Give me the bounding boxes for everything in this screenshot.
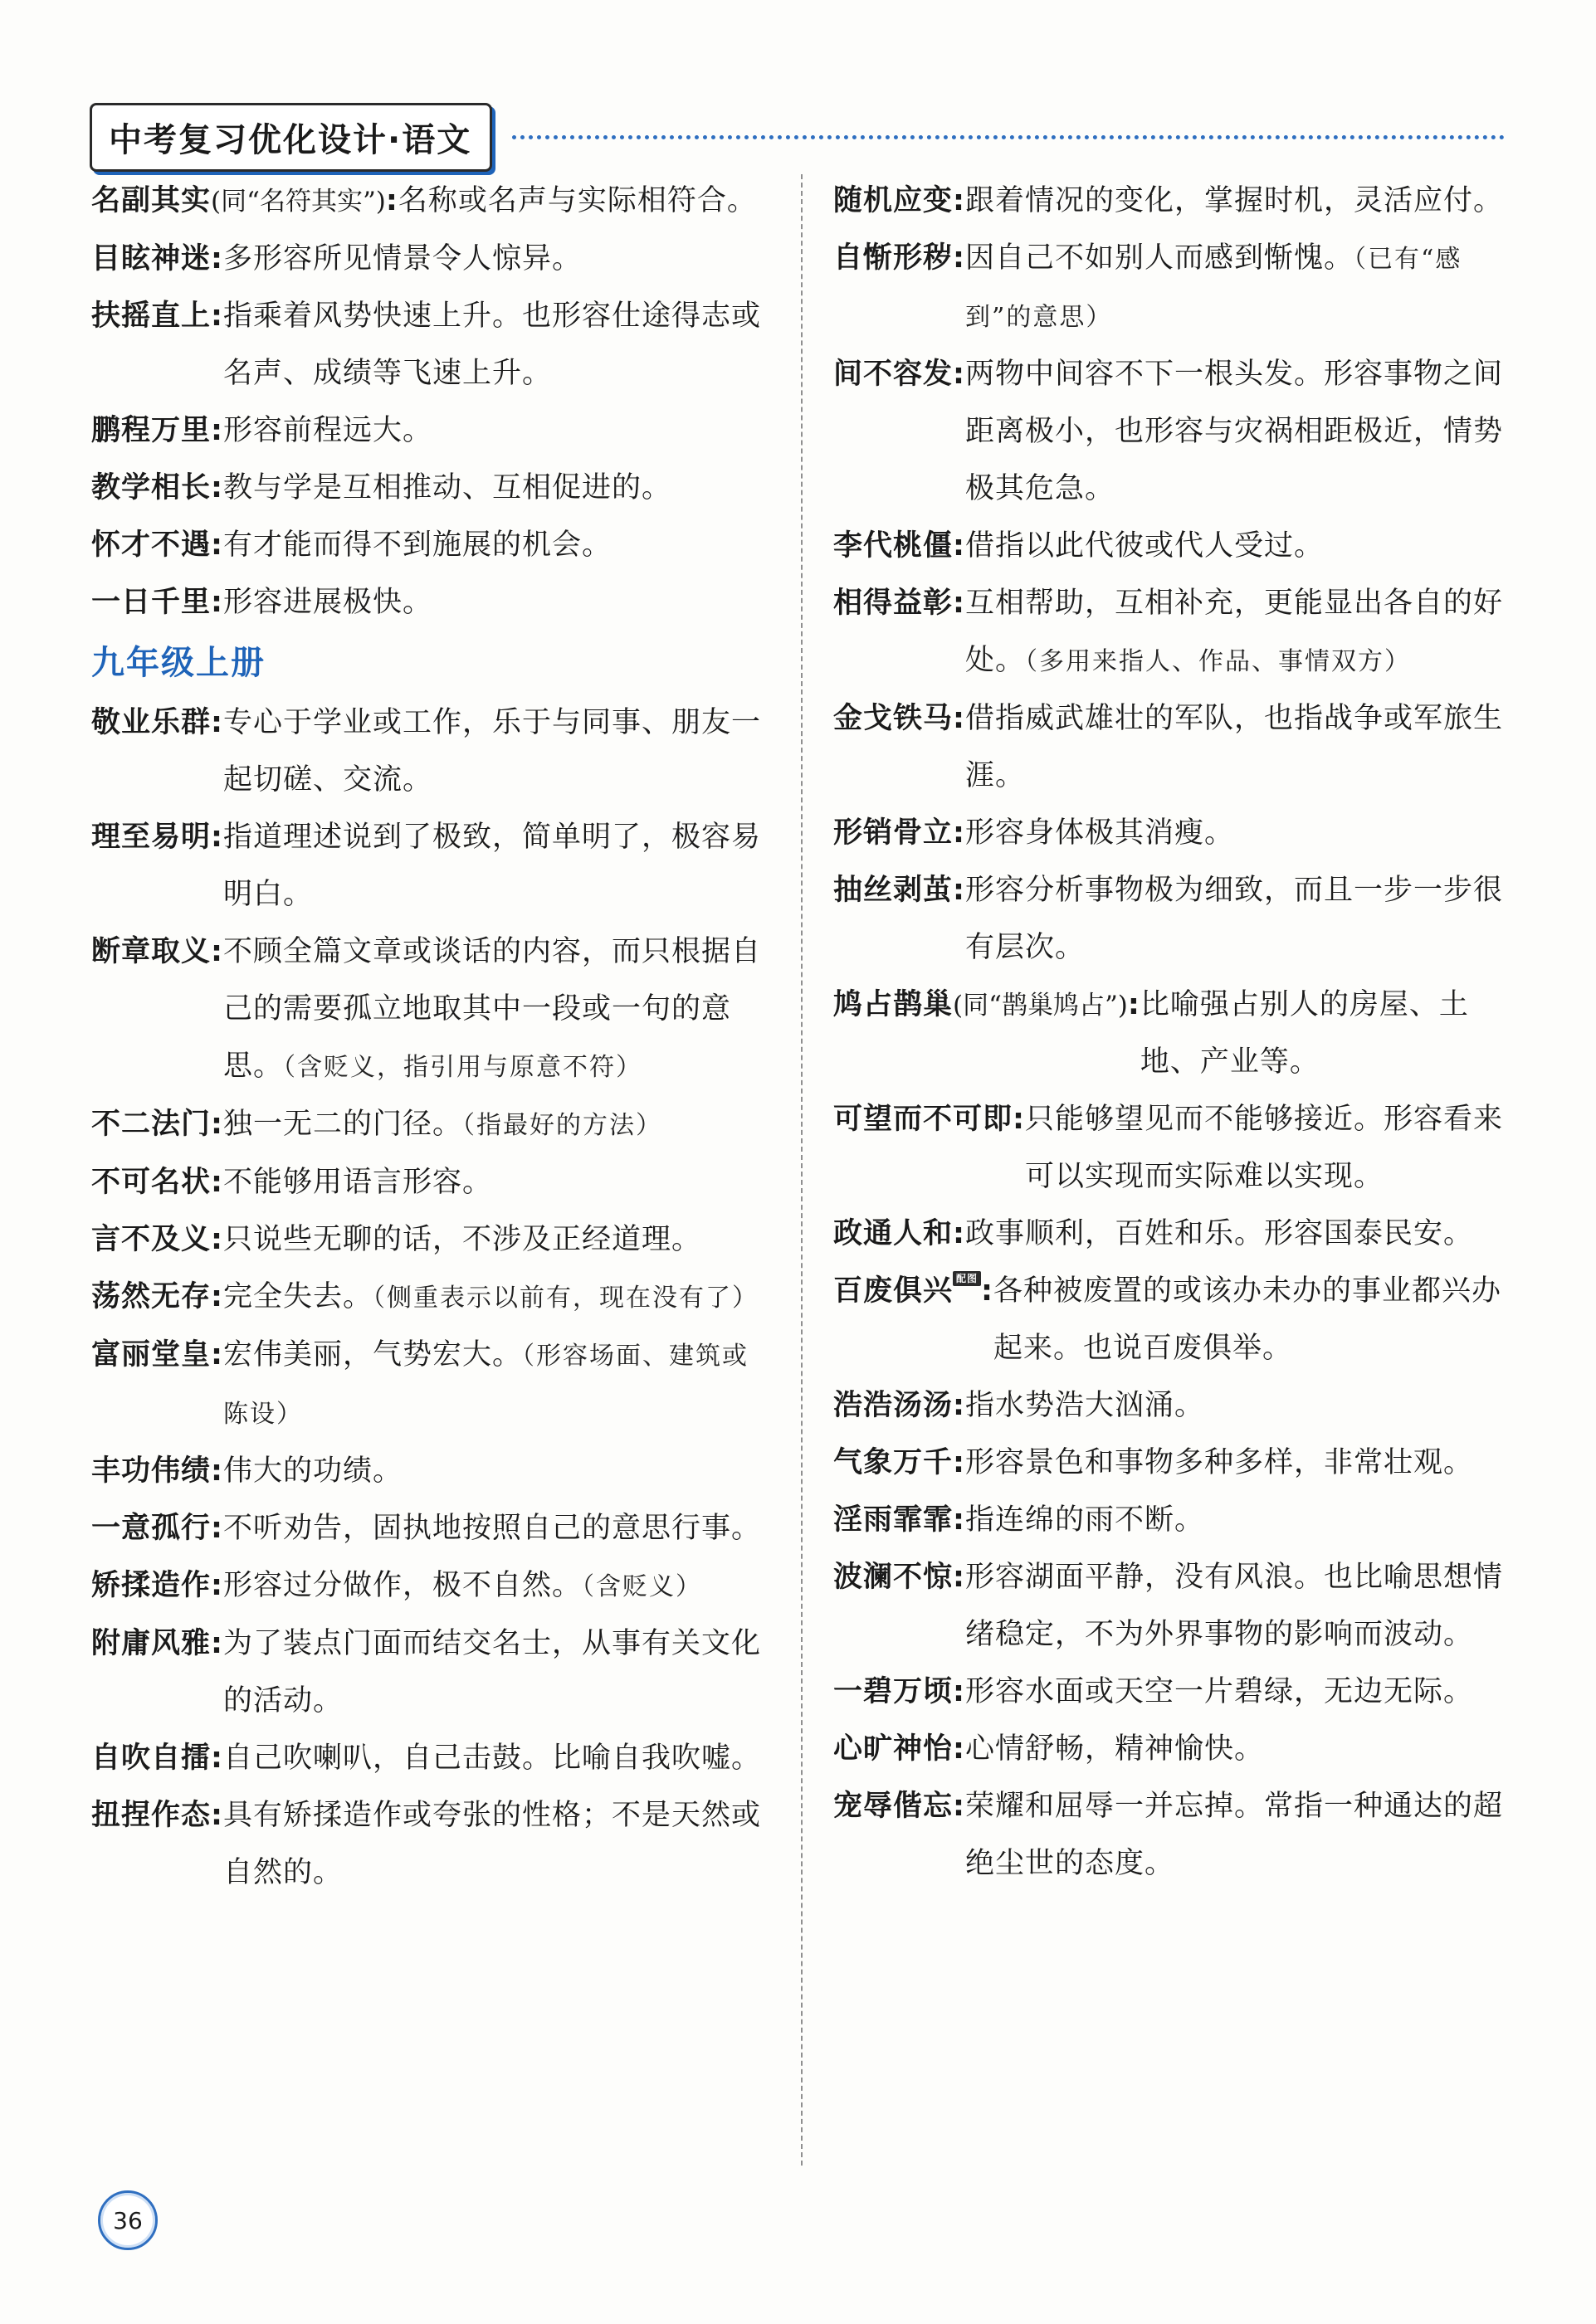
colon-separator: : (953, 587, 966, 620)
idiom-definition-text: 两物中间容不下一根头发。形容事物之间距离极小，也形容与灾祸相距极近，情势极其危急。 (965, 358, 1504, 505)
colon-separator: : (953, 241, 966, 275)
idiom-definition-text: 比喻强占别人的房屋、土地、产业等。 (1140, 988, 1469, 1079)
idiom-term (833, 518, 965, 575)
idiom-term (833, 805, 965, 862)
idiom-definition-text: 形容过分做作，极不自然。 (223, 1569, 583, 1602)
idiom-term-text: 丰功伟绩 (91, 1454, 212, 1488)
idiom-entry (91, 1327, 768, 1443)
idiom-term (833, 1091, 1025, 1148)
idiom-term (833, 1263, 993, 1320)
colon-separator: : (953, 874, 966, 907)
idiom-definition-text: 指道理述说到了极致，简单明了，极容易明白。 (223, 821, 762, 911)
idiom-term-note: (同“名符其实”) (211, 187, 386, 217)
colon-separator: : (211, 1799, 224, 1832)
idiom-definition (965, 1778, 1510, 1893)
book-title: 中考复习优化设计·语文 (90, 103, 492, 172)
idiom-definition (223, 288, 768, 402)
idiom-definition-text: 不能够用语言形容。 (223, 1166, 493, 1199)
idiom-definition (965, 1492, 1510, 1549)
colon-separator: : (953, 1675, 966, 1708)
idiom-term-text: 自吹自擂 (91, 1742, 212, 1775)
idiom-definition-text: 具有矫揉造作或夸张的性格；不是天然或自然的。 (223, 1799, 762, 1889)
idiom-term-text: 相得益彰 (833, 587, 954, 620)
idiom-definition (965, 575, 1510, 690)
idiom-definition (965, 1721, 1510, 1778)
idiom-definition (223, 809, 768, 923)
idiom-entry (833, 230, 1510, 346)
idiom-entry (91, 1154, 768, 1211)
colon-separator: : (953, 529, 966, 563)
idiom-definition-text: 独一无二的门径。 (223, 1108, 463, 1141)
idiom-definition-text: 形容湖面平静，没有风浪。也比喻思想情绪稳定，不为外界事物的影响而波动。 (965, 1561, 1504, 1651)
idiom-term (91, 288, 223, 345)
usage-note: （形容场面、建筑或陈设） (223, 1342, 749, 1429)
idiom-entry (91, 923, 768, 1096)
idiom-definition (223, 1327, 768, 1443)
idiom-term-text: 波澜不惊 (833, 1561, 954, 1594)
idiom-definition (965, 1549, 1510, 1664)
idiom-definition-text: 指乘着风势快速上升。也形容仕途得志或名声、成绩等飞速上升。 (223, 300, 762, 390)
idiom-entry (833, 1377, 1510, 1435)
idiom-term (833, 1664, 965, 1721)
idiom-entry (833, 1091, 1510, 1206)
idiom-term (91, 1787, 223, 1844)
idiom-definition-text: 形容景色和事物多种多样，非常壮观。 (965, 1446, 1474, 1479)
idiom-term-text: 扶摇直上 (91, 300, 212, 333)
colon-separator: : (953, 816, 966, 850)
idiom-entry (91, 1787, 768, 1902)
idiom-term-text: 随机应变 (833, 184, 954, 217)
idiom-term-text: 扭捏作态 (91, 1799, 212, 1832)
idiom-term-text: 自惭形秽 (833, 241, 954, 275)
idiom-term-text: 一日千里 (91, 586, 212, 619)
colon-separator: : (211, 706, 224, 739)
idiom-entry (833, 1721, 1510, 1778)
idiom-definition (223, 1096, 768, 1154)
colon-separator: : (953, 1503, 966, 1537)
idiom-term-text: 言不及义 (91, 1223, 212, 1256)
colon-separator: : (211, 242, 224, 275)
idiom-definition (223, 1730, 768, 1787)
colon-separator: : (981, 1274, 994, 1308)
idiom-term-text: 鸠占鹊巢 (833, 988, 954, 1021)
colon-separator: : (211, 1280, 224, 1313)
usage-note: （指最好的方法） (462, 1111, 663, 1140)
idiom-definition-text: 借指以此代彼或代人受过。 (965, 529, 1325, 563)
idiom-term-text: 名副其实 (91, 184, 212, 217)
idiom-term (91, 1557, 223, 1615)
idiom-definition (965, 805, 1510, 862)
colon-separator: : (211, 300, 224, 333)
idiom-term-text: 敬业乐群 (91, 706, 212, 739)
idiom-term (91, 460, 223, 517)
idiom-term-text: 百废俱兴 (833, 1274, 954, 1308)
idiom-term (91, 1154, 223, 1211)
idiom-term (91, 1269, 223, 1326)
colon-separator: : (211, 1742, 224, 1775)
idiom-term-text: 鹏程万里 (91, 414, 212, 447)
idiom-term (91, 574, 223, 631)
idiom-term (91, 809, 223, 866)
idiom-term-text: 附庸风雅 (91, 1627, 212, 1660)
idiom-entry (91, 809, 768, 923)
idiom-entry (833, 690, 1510, 805)
idiom-term (833, 690, 965, 748)
idiom-term-text: 目眩神迷 (91, 242, 212, 275)
idiom-definition (965, 690, 1510, 805)
colon-separator: : (211, 586, 224, 619)
idiom-definition (223, 1557, 768, 1615)
idiom-term (91, 1327, 223, 1384)
idiom-definition (223, 694, 768, 809)
idiom-definition-text: 不听劝告，固执地按照自己的意思行事。 (223, 1512, 762, 1545)
idiom-term (833, 1206, 965, 1263)
colon-separator: : (211, 1512, 224, 1545)
colon-separator: : (211, 1338, 224, 1372)
idiom-term (833, 862, 965, 919)
idiom-term-text: 教学相长 (91, 471, 212, 504)
idiom-definition-text: 形容身体极其消瘦。 (965, 816, 1235, 850)
idiom-entry (91, 460, 768, 517)
idiom-term (91, 1211, 223, 1269)
idiom-entry (833, 173, 1510, 230)
idiom-term-text: 间不容发 (833, 358, 954, 391)
idiom-term (91, 402, 223, 460)
idiom-entry (833, 977, 1510, 1091)
idiom-entry (833, 1778, 1510, 1893)
idiom-definition (223, 1154, 768, 1211)
usage-note: （含贬义，指引用与原意不符） (283, 1053, 643, 1082)
idiom-term (833, 977, 1140, 1035)
colon-separator: : (211, 1627, 224, 1660)
idiom-entry (91, 1211, 768, 1269)
idiom-term-text: 心旷神怡 (833, 1732, 954, 1766)
idiom-definition (223, 1615, 768, 1730)
idiom-term (91, 517, 223, 574)
idiom-definition (965, 346, 1510, 518)
idiom-term (833, 1377, 965, 1435)
idiom-definition (223, 231, 768, 288)
idiom-term-text: 淫雨霏霏 (833, 1503, 954, 1537)
idiom-entry (91, 231, 768, 288)
column-divider (801, 174, 803, 2166)
colon-separator: : (953, 184, 966, 217)
idiom-term-text: 形销骨立 (833, 816, 954, 850)
left-entries-top (91, 173, 768, 631)
colon-separator: : (1127, 988, 1140, 1021)
idiom-definition (965, 1377, 1510, 1435)
idiom-term-text: 不可名状 (91, 1166, 212, 1199)
colon-separator: : (211, 1454, 224, 1488)
usage-note: （已有“感到”的意思） (965, 245, 1462, 332)
idiom-term (91, 923, 223, 981)
left-column (91, 173, 768, 1902)
idiom-term (833, 230, 965, 287)
idiom-entry (833, 1206, 1510, 1263)
idiom-term (91, 1500, 223, 1557)
page-number: 36 (98, 2190, 158, 2250)
usage-note: （多用来指人、作品、事情双方） (1025, 647, 1412, 676)
idiom-definition-text: 互相帮助，互相补充，更能显出各自的好处。 (965, 587, 1504, 677)
idiom-entry (833, 1492, 1510, 1549)
idiom-definition-text: 伟大的功绩。 (223, 1454, 403, 1488)
idiom-term (833, 173, 965, 230)
idiom-definition-text: 完全失去。 (223, 1280, 373, 1313)
colon-separator: : (953, 702, 966, 735)
idiom-entry (91, 1730, 768, 1787)
idiom-definition-text: 只说些无聊的话，不涉及正经道理。 (223, 1223, 702, 1256)
idiom-definition-text: 多形容所见情景令人惊异。 (223, 242, 583, 275)
idiom-entry (91, 1269, 768, 1327)
idiom-term-text: 气象万千 (833, 1446, 954, 1479)
idiom-entry (833, 1263, 1510, 1377)
idiom-definition-text: 借指威武雄壮的军队，也指战争或军旅生涯。 (965, 702, 1504, 792)
idiom-term (91, 1443, 223, 1500)
idiom-definition (1140, 977, 1510, 1091)
idiom-term-text: 可望而不可即 (833, 1103, 1013, 1136)
idiom-entry (91, 288, 768, 402)
idiom-term-text: 荡然无存 (91, 1280, 212, 1313)
idiom-definition-text: 因自己不如别人而感到惭愧。 (965, 241, 1354, 275)
idiom-entry (833, 1664, 1510, 1721)
idiom-definition-text: 指连绵的雨不断。 (965, 1503, 1205, 1537)
idiom-definition (965, 1206, 1510, 1263)
idiom-definition (965, 1664, 1510, 1721)
idiom-entry (91, 1615, 768, 1730)
idiom-entry (833, 805, 1510, 862)
idiom-entry (91, 402, 768, 460)
colon-separator: : (211, 414, 224, 447)
idiom-entry (833, 575, 1510, 690)
idiom-entry (91, 574, 768, 631)
colon-separator: : (953, 1446, 966, 1479)
colon-separator: : (211, 1108, 224, 1141)
idiom-definition (223, 1443, 768, 1500)
idiom-entry (91, 1557, 768, 1615)
header-dotted-rule (512, 135, 1505, 139)
idiom-term-text: 浩浩汤汤 (833, 1389, 954, 1422)
idiom-definition-text: 不顾全篇文章或谈话的内容，而只根据自己的需要孤立地取其中一段或一句的意思。 (223, 935, 762, 1083)
idiom-term (91, 694, 223, 752)
idiom-term-note: (同“鹊巢鸠占”) (953, 991, 1128, 1021)
colon-separator: : (953, 1561, 966, 1594)
idiom-definition-text: 自己吹喇叭，自己击鼓。比喻自我吹嘘。 (223, 1742, 762, 1775)
idiom-definition (223, 1211, 768, 1269)
idiom-term-text: 一碧万顷 (833, 1675, 954, 1708)
idiom-term-text: 理至易明 (91, 821, 212, 854)
idiom-definition (965, 518, 1510, 575)
section-heading: 九年级上册 (91, 644, 266, 682)
idiom-definition-text: 心情舒畅，精神愉快。 (965, 1732, 1265, 1766)
idiom-definition (965, 1435, 1510, 1492)
colon-separator: : (1013, 1103, 1026, 1136)
idiom-term (91, 173, 398, 231)
usage-note: （侧重表示以前有，现在没有了） (373, 1284, 759, 1313)
idiom-term (833, 1435, 965, 1492)
idiom-definition-text: 形容分析事物极为细致，而且一步一步很有层次。 (965, 874, 1504, 964)
idiom-term (833, 1549, 965, 1606)
idiom-definition-text: 政事顺利，百姓和乐。形容国泰民安。 (965, 1217, 1474, 1250)
idiom-term (91, 1615, 223, 1673)
colon-separator: : (211, 935, 224, 968)
idiom-term-text: 金戈铁马 (833, 702, 954, 735)
colon-separator: : (385, 184, 398, 217)
idiom-term-text: 富丽堂皇 (91, 1338, 212, 1372)
usage-note: （含贬义） (582, 1572, 703, 1601)
idiom-term-text: 一意孤行 (91, 1512, 212, 1545)
idiom-definition (223, 1787, 768, 1902)
idiom-definition-text: 为了装点门面而结交名士，从事有关文化的活动。 (223, 1627, 762, 1717)
idiom-term-text: 政通人和 (833, 1217, 954, 1250)
idiom-entry (91, 517, 768, 574)
idiom-term-text: 抽丝剥茧 (833, 874, 954, 907)
idiom-term-text: 宠辱偕忘 (833, 1790, 954, 1823)
idiom-definition (965, 230, 1510, 346)
idiom-term-text: 怀才不遇 (91, 529, 212, 562)
idiom-term (833, 575, 965, 632)
right-entries (833, 173, 1510, 1893)
idiom-entry (91, 1096, 768, 1154)
idiom-definition (223, 923, 768, 1096)
idiom-definition (965, 173, 1510, 230)
idiom-term (91, 1096, 223, 1153)
colon-separator: : (211, 1569, 224, 1602)
idiom-entry (833, 1435, 1510, 1492)
idiom-term-text: 李代桃僵 (833, 529, 954, 563)
idiom-term-text: 断章取义 (91, 935, 212, 968)
idiom-definition-text: 教与学是互相推动、互相促进的。 (223, 471, 672, 504)
idiom-term-text: 矫揉造作 (91, 1569, 212, 1602)
idiom-definition (993, 1263, 1510, 1377)
idiom-term (833, 1778, 965, 1835)
idiom-entry (833, 862, 1510, 977)
idiom-definition-text: 指水势浩大汹涌。 (965, 1389, 1205, 1422)
colon-separator: : (953, 1790, 966, 1823)
idiom-definition-text: 各种被废置的或该办未办的事业都兴办起来。也说百废俱举。 (993, 1274, 1502, 1365)
idiom-definition-text: 名称或名声与实际相符合。 (398, 184, 757, 217)
colon-separator: : (953, 1217, 966, 1250)
idiom-entry (91, 1500, 768, 1557)
idiom-term (833, 1492, 965, 1549)
idiom-definition-text: 荣耀和屈辱一并忘掉。常指一种通达的超绝尘世的态度。 (965, 1790, 1504, 1880)
idiom-definition (223, 1500, 768, 1557)
idiom-term-text: 不二法门 (91, 1108, 212, 1141)
colon-separator: : (211, 471, 224, 504)
idiom-entry (91, 694, 768, 809)
colon-separator: : (953, 1389, 966, 1422)
image-badge-icon: 配图 (953, 1271, 981, 1286)
idiom-entry (91, 173, 768, 231)
left-entries-bottom (91, 694, 768, 1902)
idiom-definition (223, 402, 768, 460)
idiom-entry (91, 1443, 768, 1500)
colon-separator: : (211, 1223, 224, 1256)
idiom-definition-text: 专心于学业或工作，乐于与同事、朋友一起切磋、交流。 (223, 706, 762, 797)
colon-separator: : (211, 529, 224, 562)
colon-separator: : (211, 1166, 224, 1199)
page-header (90, 103, 1505, 172)
idiom-definition-text: 形容进展极快。 (223, 586, 433, 619)
idiom-entry (833, 1549, 1510, 1664)
idiom-term (833, 346, 965, 403)
idiom-entry (833, 346, 1510, 518)
idiom-definition (1025, 1091, 1510, 1206)
idiom-definition-text: 宏伟美丽，气势宏大。 (223, 1338, 523, 1372)
idiom-definition-text: 跟着情况的变化，掌握时机，灵活应付。 (965, 184, 1504, 217)
idiom-term (91, 1730, 223, 1787)
idiom-definition (223, 1269, 768, 1327)
colon-separator: : (953, 358, 966, 391)
idiom-entry (833, 518, 1510, 575)
idiom-definition-text: 形容前程远大。 (223, 414, 433, 447)
idiom-definition-text: 只能够望见而不能够接近。形容看来可以实现而实际难以实现。 (1025, 1103, 1504, 1193)
idiom-definition (398, 173, 768, 230)
idiom-definition (965, 862, 1510, 977)
idiom-definition (223, 574, 768, 631)
idiom-term (833, 1721, 965, 1778)
right-column (833, 173, 1510, 1893)
idiom-definition (223, 517, 768, 574)
colon-separator: : (953, 1732, 966, 1766)
idiom-definition (223, 460, 768, 517)
colon-separator: : (211, 821, 224, 854)
idiom-definition-text: 有才能而得不到施展的机会。 (223, 529, 613, 562)
idiom-term (91, 231, 223, 288)
idiom-definition-text: 形容水面或天空一片碧绿，无边无际。 (965, 1675, 1474, 1708)
